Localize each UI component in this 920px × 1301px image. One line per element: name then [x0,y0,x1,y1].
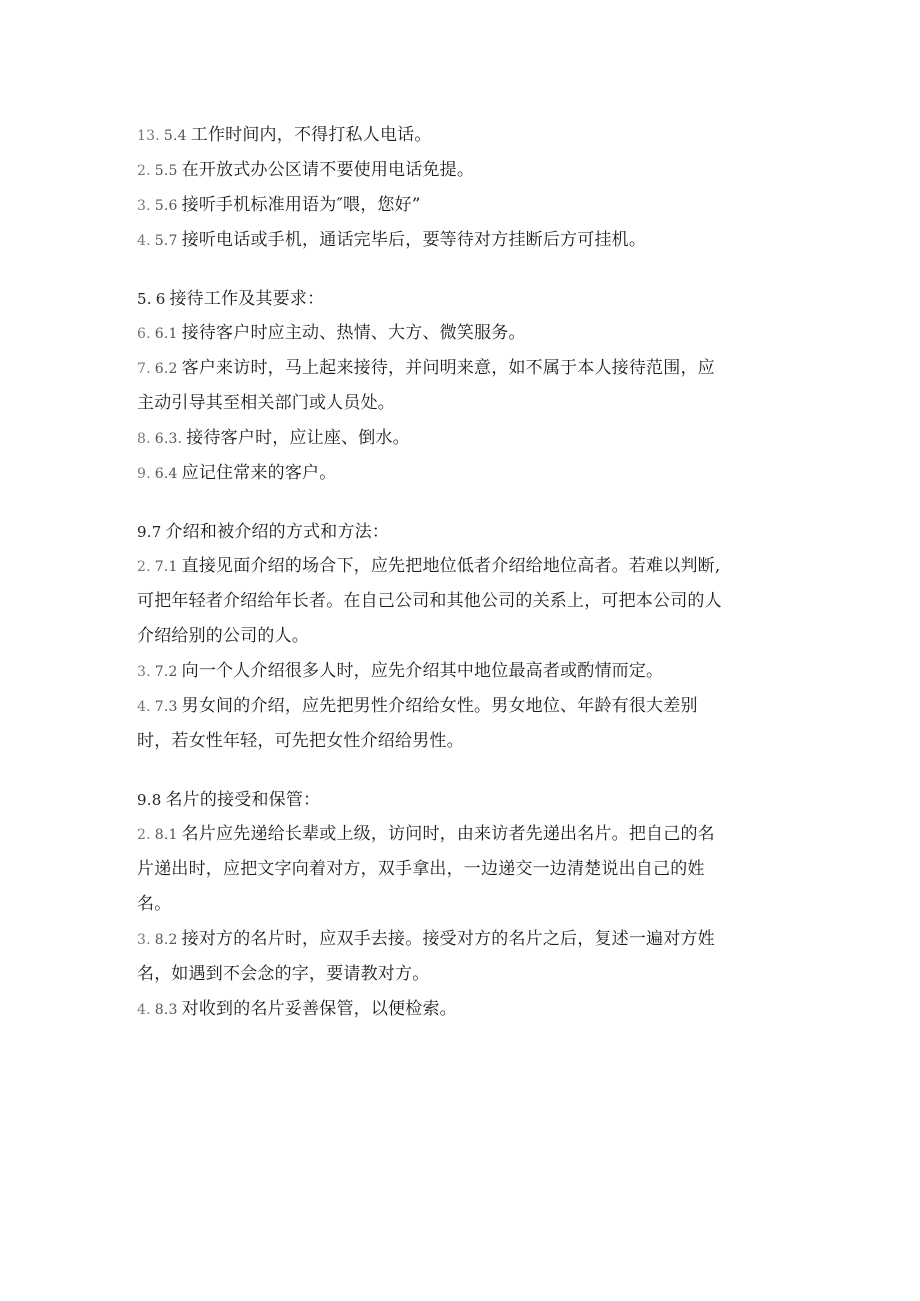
line-text: 介绍给别的公司的人。 [137,626,309,646]
line-text: 接听手机标准用语为″喂，您好” [181,195,421,215]
text-line [137,817,777,852]
text-line [137,153,777,188]
clause-number: 6 [155,290,166,308]
section-heading [137,282,777,316]
list-number: 8. [137,431,151,447]
clause-number: 7.3 [154,699,178,715]
line-text: 片递出时，应把文字向着对方，双手拿出，一边递交一边清楚说出自己的姓 [137,859,705,879]
line-text: 应记住常来的客户。 [181,463,337,483]
text-line [137,188,777,223]
line-text: 在开放式办公区请不要使用电话免提。 [181,160,475,180]
clause-number: 6.1 [154,326,178,342]
text-line [137,456,777,491]
text-line [137,316,777,351]
heading-text: 名片的接受和保管： [165,790,321,810]
text-line [137,957,777,992]
line-text: 时，若女性年轻，可先把女性介绍给男性。 [137,731,464,751]
line-text: 名，如遇到不会念的字，要请教对方。 [137,964,430,984]
line-text: 接对方的名片时，应双手去接。接受对方的名片之后，复述一遍对方姓 [181,929,715,949]
text-line [137,887,777,922]
line-text: 工作时间内，不得打私人电话。 [190,125,432,145]
list-number: 2. [137,163,151,179]
line-text: 客户来访时，马上起来接待，并问明来意，如不属于本人接待范围，应 [181,358,715,378]
text-line [137,852,777,887]
text-line [137,421,777,456]
list-number: 2. [137,559,151,575]
list-number: 3. [137,932,151,948]
clause-number: 5.5 [154,163,178,179]
list-number: 2. [137,827,151,843]
text-line [137,992,777,1027]
text-line [137,118,777,153]
line-text: 接待客户时应主动、热情、大方、微笑服务。 [181,323,526,343]
clause-number: 8.3 [154,1002,178,1018]
list-number: 5. [137,290,152,308]
clause-number: 5.6 [154,198,178,214]
section-gap [137,491,777,515]
line-text: 直接见面介绍的场合下，应先把地位低者介绍给地位高者。若难以判断, [181,556,721,576]
text-line [137,724,777,759]
line-text: 向一个人介绍很多人时，应先介绍其中地位最高者或酌情而定。 [181,661,664,681]
list-number: 3. [137,664,151,680]
text-line [137,654,777,689]
heading-text: 介绍和被介绍的方式和方法： [165,522,390,542]
text-line [137,922,777,957]
line-text: 名。 [137,894,172,914]
clause-number: 5.7 [154,233,178,249]
line-text: 接待客户时，应让座、倒水。 [186,428,410,448]
clause-number: 6.2 [154,361,178,377]
text-line [137,351,777,386]
line-text: 对收到的名片妥善保管，以便检索。 [181,999,457,1019]
clause-number: 5.4 [163,128,187,144]
line-text: 可把年轻者介绍给年长者。在自己公司和其他公司的关系上，可把本公司的人 [137,591,722,611]
section-heading [137,783,777,817]
line-text: 名片应先递给长辈或上级，访问时，由来访者先递出名片。把自己的名 [181,824,715,844]
list-number: 9. [137,466,151,482]
clause-number: 8.2 [154,932,178,948]
clause-number: 7.2 [154,664,178,680]
text-line [137,549,777,584]
document-body [137,118,777,1027]
list-number: 4. [137,699,151,715]
heading-text: 接待工作及其要求： [169,289,325,309]
line-text: 主动引导其至相关部门或人员处。 [137,393,395,413]
clause-number: 7.1 [154,559,178,575]
section-gap [137,258,777,282]
clause-number: 6.3. [154,431,183,447]
line-text: 接听电话或手机，通话完毕后，要等待对方挂断后方可挂机。 [181,230,647,250]
list-number: 6. [137,326,151,342]
text-line [137,689,777,724]
line-text: 男女间的介绍，应先把男性介绍给女性。男女地位、年龄有很大差别 [181,696,698,716]
clause-number: 8.1 [154,827,178,843]
list-number: 7. [137,361,151,377]
text-line [137,619,777,654]
list-number: 4. [137,1002,151,1018]
text-line [137,584,777,619]
section-heading [137,515,777,549]
list-number: 9.8 [137,791,162,809]
text-line [137,223,777,258]
list-number: 13. [137,128,160,144]
section-gap [137,759,777,783]
list-number: 4. [137,233,151,249]
clause-number: 6.4 [154,466,178,482]
list-number: 3. [137,198,151,214]
text-line [137,386,777,421]
list-number: 9.7 [137,523,162,541]
